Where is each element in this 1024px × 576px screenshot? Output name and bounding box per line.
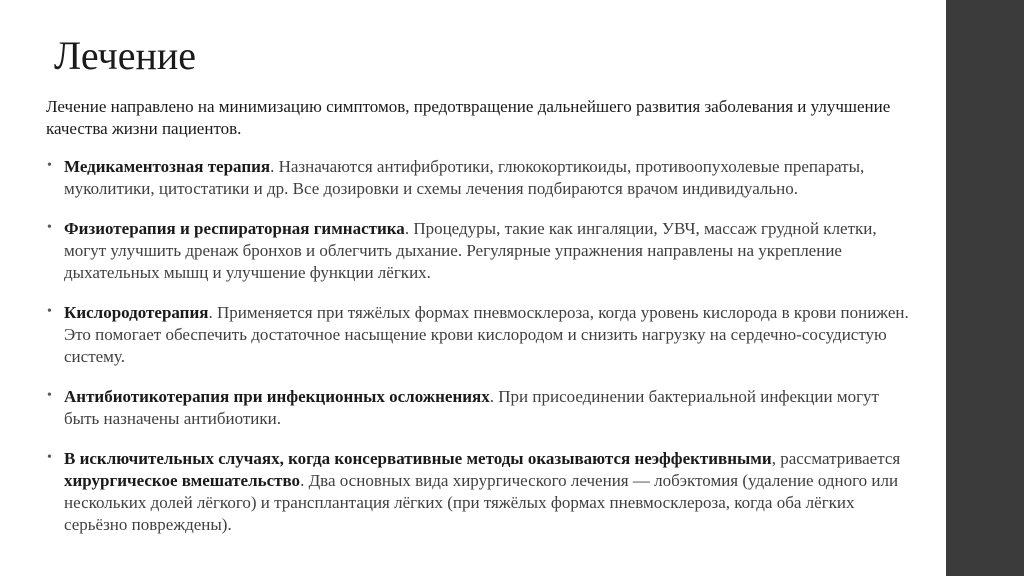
bullet-text: . Назначаются антифибротики, глюкокортикоиды, противоопухолевые препараты, муколитики, цитостатики и др. Все дозировки и схемы лечения подбираются врачом индивидуально. xyxy=(64,157,865,198)
bullet-oxygen-therapy xyxy=(46,302,916,368)
bullet-title: Физиотерапия и респираторная гимнастика xyxy=(64,219,405,238)
slide-title: Лечение xyxy=(54,33,197,78)
bullet-text-before: , рассматривается xyxy=(771,449,901,468)
bullet-dot-icon: • xyxy=(47,158,52,173)
bullet-title: Антибиотикотерапия при инфекционных осложнениях xyxy=(64,387,490,406)
bullet-medication-therapy xyxy=(46,156,916,200)
bullet-dot-icon: • xyxy=(47,220,52,235)
bullet-text: . Процедуры, такие как ингаляции, УВЧ, массаж грудной клетки, могут улучшить дренаж бронхов и облегчить дыхание. Регулярные упражнения направлены на укрепление дыхательных мышц и улучшение функции лёгких. xyxy=(64,219,877,282)
bullet-dot-icon: • xyxy=(47,304,52,319)
bullet-physiotherapy xyxy=(46,218,916,284)
bullet-bold-inline: хирургическое вмешательство xyxy=(64,471,301,490)
slide-content xyxy=(46,96,916,554)
bullet-title: Медикаментозная терапия xyxy=(64,157,271,176)
bullet-text: . Применяется при тяжёлых формах пневмосклероза, когда уровень кислорода в крови понижен. Это помогает обеспечить достаточное насыщение крови кислородом и снизить нагрузку на сердечно-сосудистую систему. xyxy=(64,303,909,366)
bullet-dot-icon: • xyxy=(47,450,52,465)
bullet-text-after: . Два основных вида хирургического лечения — лобэктомия (удаление одного или нескольких долей лёгкого) и трансплантация лёгких (при тяжёлых формах пневмосклероза, когда оба лёгких серьёзно повреждены). xyxy=(64,471,899,534)
bullet-text: . При присоединении бактериальной инфекции могут быть назначены антибиотики. xyxy=(64,387,879,428)
bullet-surgical-treatment xyxy=(46,448,916,536)
bullet-antibiotic-therapy xyxy=(46,386,916,430)
bullet-title: В исключительных случаях, когда консервативные методы оказываются неэффективными xyxy=(64,449,772,468)
intro-paragraph: Лечение направлено на минимизацию симптомов, предотвращение дальнейшего развития заболевания и улучшение качества жизни пациентов. xyxy=(46,97,891,138)
bullet-dot-icon: • xyxy=(47,388,52,403)
side-bar xyxy=(946,0,1024,576)
treatment-list xyxy=(46,156,916,536)
bullet-title: Кислородотерапия xyxy=(64,303,209,322)
